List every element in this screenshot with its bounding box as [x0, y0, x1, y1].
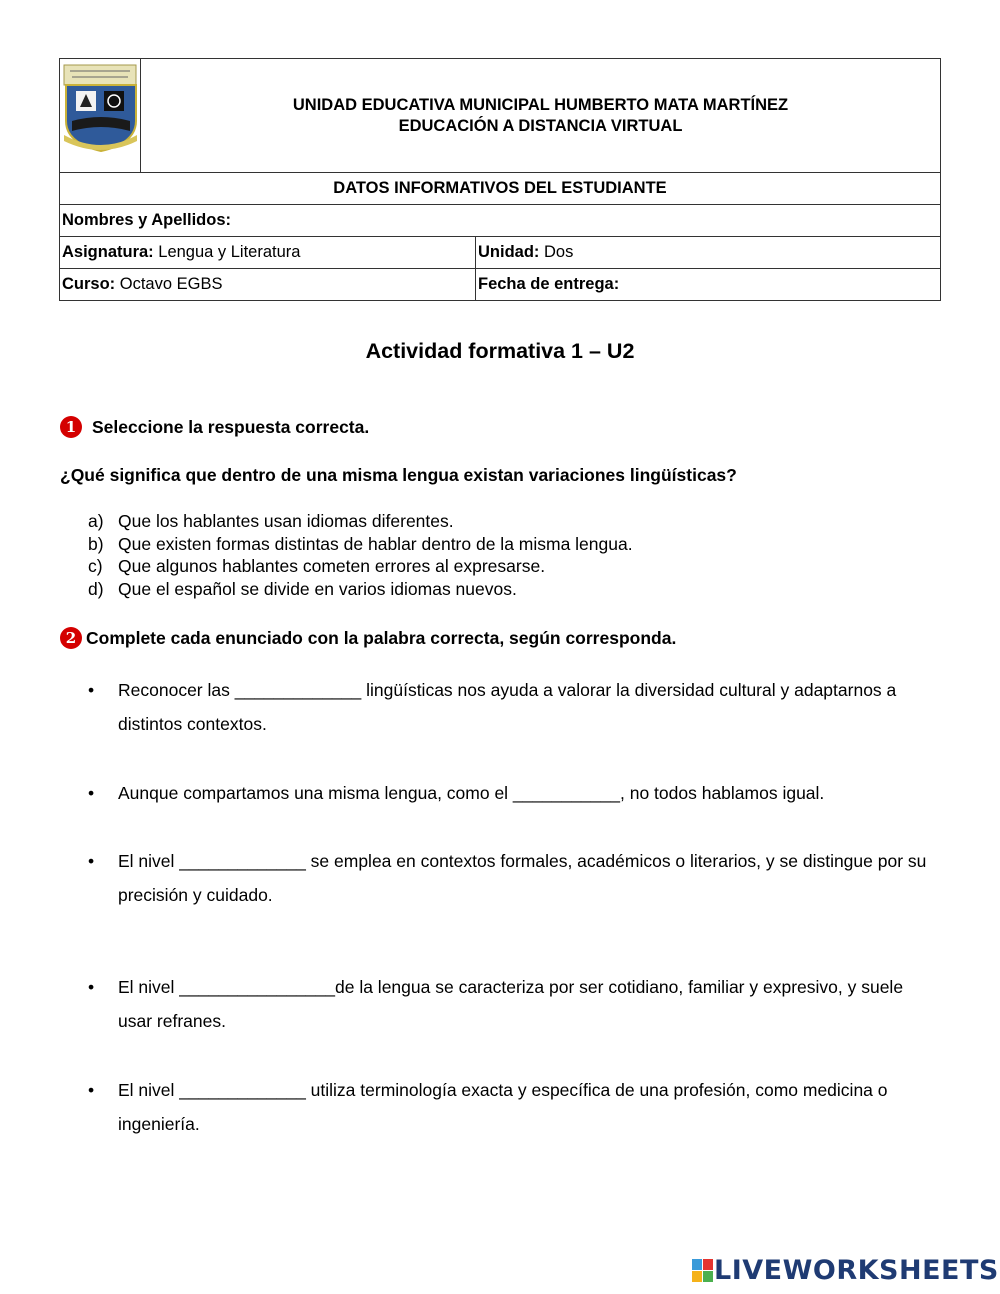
course-label: Curso: — [62, 275, 116, 293]
brand-text: LIVEWORKSHEETS — [714, 1255, 999, 1286]
education-mode: EDUCACIÓN A DISTANCIA VIRTUAL — [398, 116, 683, 135]
question-text: ¿Qué significa que dentro de una misma lengua existan variaciones lingüísticas? — [60, 465, 737, 485]
student-info-heading: DATOS INFORMATIVOS DEL ESTUDIANTE — [60, 173, 941, 205]
option-text: Que el español se divide en varios idiomas nuevos. — [118, 579, 517, 600]
school-header-cell — [141, 59, 941, 173]
number-2-icon: 2 — [60, 627, 82, 649]
subject-label: Asignatura: — [62, 243, 154, 261]
subject-field — [60, 237, 476, 269]
fill-in-text: El nivel _____________ utiliza terminología exacta y específica de una profesión, como medicina o ingeniería. — [118, 1080, 888, 1134]
fill-in-text: El nivel _____________ se emplea en contextos formales, académicos o literarios, y se distingue por su precisión y cuidado. — [118, 851, 927, 905]
names-field[interactable] — [60, 205, 941, 237]
fill-in-text: El nivel ________________de la lengua se caracteriza por ser cotidiano, familiar y expresivo, y suele usar refranes. — [118, 977, 904, 1031]
logo-cell — [60, 59, 141, 173]
names-label: Nombres y Apellidos: — [62, 211, 232, 229]
option-text: Que algunos hablantes cometen errores al expresarse. — [118, 556, 546, 577]
fill-in-text: Reconocer las _____________ lingüísticas nos ayuda a valorar la diversidad cultural y adaptarnos a distintos contextos. — [118, 680, 897, 734]
section-1-instruction — [60, 416, 369, 438]
course-value: Octavo EGBS — [115, 275, 223, 293]
unit-value: Dos — [539, 243, 574, 261]
school-name: UNIDAD EDUCATIVA MUNICIPAL HUMBERTO MATA MARTÍNEZ — [292, 95, 789, 114]
fill-in-item-2[interactable] — [88, 776, 938, 810]
option-text: Que existen formas distintas de hablar dentro de la misma lengua. — [118, 533, 633, 554]
fill-in-text: Aunque compartamos una misma lengua, como el ___________, no todos hablamos igual. — [118, 783, 825, 803]
activity-title: Actividad formativa 1 – U2 — [365, 339, 635, 363]
student-header-table — [59, 58, 941, 301]
bullet-icon: • — [88, 851, 95, 871]
fill-in-item-3[interactable] — [88, 844, 938, 912]
bullet-icon: • — [88, 783, 95, 803]
option-a[interactable] — [88, 510, 633, 533]
bullet-icon: • — [88, 1080, 95, 1100]
due-date-label: Fecha de entrega: — [478, 275, 620, 293]
bullet-icon: • — [88, 977, 95, 997]
section-2-text: Complete cada enunciado con la palabra correcta, según corresponda. — [86, 627, 677, 648]
liveworksheets-logo-icon — [692, 1259, 714, 1283]
option-text: Que los hablantes usan idiomas diferentes. — [118, 511, 454, 531]
subject-value: Lengua y Literatura — [153, 243, 301, 261]
fill-in-item-4[interactable] — [88, 970, 938, 1038]
option-letter: d) — [88, 579, 104, 600]
option-b[interactable] — [88, 533, 633, 556]
option-letter: c) — [88, 556, 103, 577]
option-d[interactable] — [88, 578, 633, 601]
option-letter: b) — [88, 533, 104, 554]
section-1-text: Seleccione la respuesta correcta. — [92, 416, 370, 437]
section-2-instruction — [60, 627, 676, 649]
due-date-field[interactable] — [476, 269, 941, 301]
fill-in-item-1[interactable] — [88, 673, 938, 741]
unit-label: Unidad: — [478, 243, 540, 261]
fill-in-item-5[interactable] — [88, 1073, 938, 1141]
course-field — [60, 269, 476, 301]
option-c[interactable] — [88, 555, 633, 578]
number-1-icon: 1 — [60, 416, 82, 438]
liveworksheets-branding — [692, 1255, 999, 1286]
options-list — [88, 510, 633, 601]
unit-field — [476, 237, 941, 269]
school-crest-icon — [60, 59, 141, 167]
bullet-icon: • — [88, 680, 95, 700]
option-letter: a) — [88, 511, 104, 531]
